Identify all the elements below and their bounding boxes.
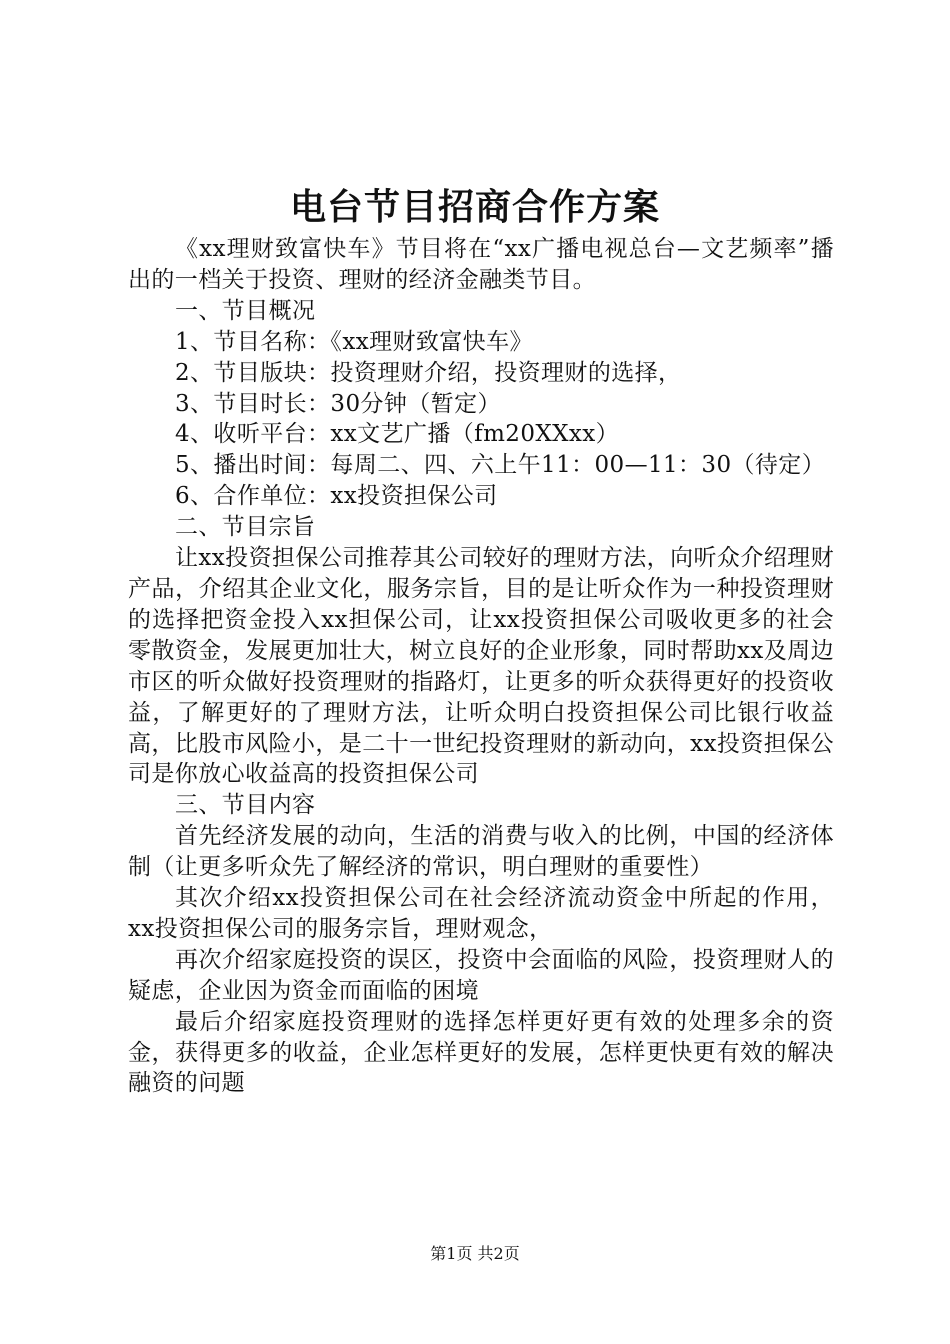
list-item-program-name: 1、节目名称：《xx理财致富快车》: [175, 328, 533, 355]
purpose-paragraph: 让xx投资担保公司推荐其公司较好的理财方法，向听众介绍理财产品，介绍其企业文化，服务宗旨，目的是让听众作为一种投资理财的选择把资金投入xx担保公司，让xx投资担保公司吸收更多的社会零散资金，发展更加壮大，树立良好的企业形象，同时帮助xx及周边市区的听众做好投资理财的指路灯，让更多的听众获得更好的投资收益，了解更好的了理财方法，让听众明白投资担保公司比银行收益高，比股市风险小，是二十一世纪投资理财的新动向，xx投资担保公司是你放心收益高的投资担保公司: [128, 545, 834, 788]
section-heading-purpose: 二、节目宗旨: [175, 514, 316, 541]
list-item-platform: 4、收听平台：xx文艺广播（fm20XXxx）: [175, 421, 620, 448]
content-paragraph-third: 再次介绍家庭投资的误区，投资中会面临的风险，投资理财人的疑虑，企业因为资金而面临的困境: [128, 946, 834, 1004]
content-paragraph-last: 最后介绍家庭投资理财的选择怎样更好更有效的处理多余的资金，获得更多的收益，企业怎样更好的发展，怎样更快更有效的解决融资的问题: [128, 1008, 834, 1097]
page-footer: 第1页 共2页: [430, 1244, 520, 1263]
section-heading-overview: 一、节目概况: [175, 297, 316, 324]
list-item-program-duration: 3、节目时长：30分钟（暂定）: [175, 390, 501, 417]
section-heading-content: 三、节目内容: [175, 792, 316, 819]
document-title: 电台节目招商合作方案: [289, 187, 660, 228]
list-item-broadcast-time: 5、播出时间：每周二、四、六上午11：00—11：30（待定）: [175, 452, 826, 479]
content-paragraph-second: 其次介绍xx投资担保公司在社会经济流动资金中所起的作用，xx投资担保公司的服务宗旨，理财观念，: [128, 885, 834, 942]
intro-paragraph: 《xx理财致富快车》节目将在“xx广播电视总台—文艺频率”播出的一档关于投资、理财的经济金融类节目。: [128, 236, 834, 293]
document-body: [128, 234, 834, 1099]
list-item-partner: 6、合作单位：xx投资担保公司: [175, 483, 498, 510]
content-paragraph-first: 首先经济发展的动向，生活的消费与收入的比例，中国的经济体制（让更多听众先了解经济的常识，明白理财的重要性）: [128, 823, 834, 881]
list-item-program-sections: 2、节目版块：投资理财介绍，投资理财的选择，: [175, 359, 682, 386]
